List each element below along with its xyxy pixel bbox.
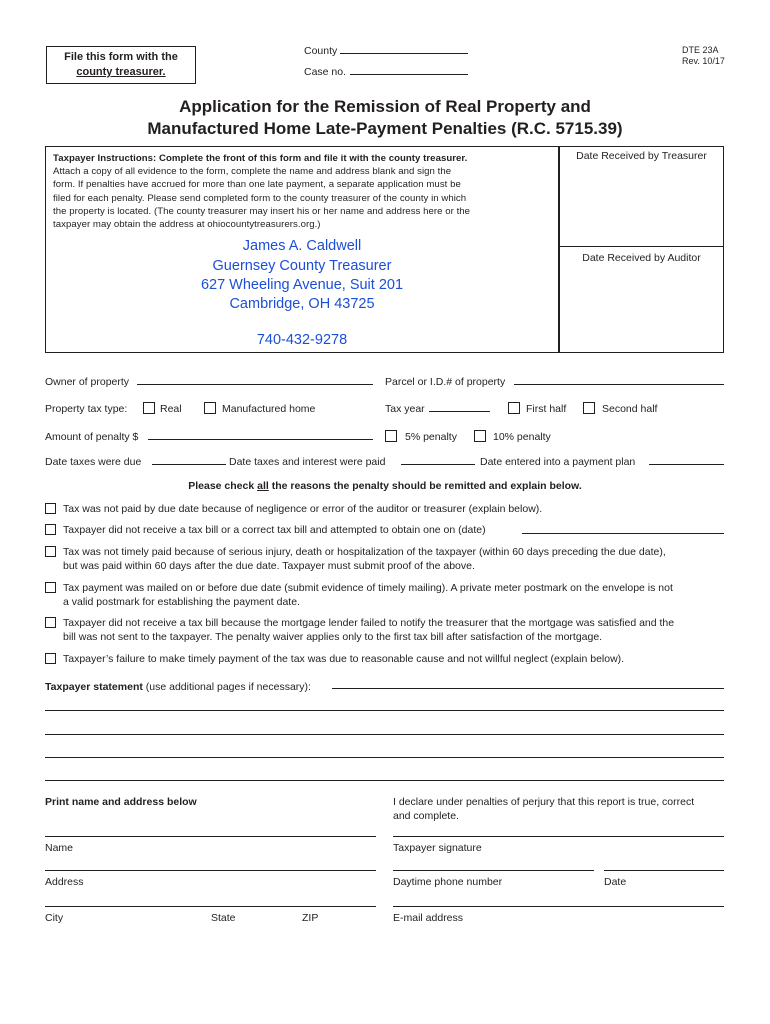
owner-label: Owner of property: [45, 376, 130, 388]
date-box-divider: [559, 246, 724, 247]
form-id-block: [682, 45, 725, 67]
real-label: Real: [160, 403, 182, 415]
reason-5-text: [63, 616, 723, 644]
county-label: County: [304, 45, 338, 57]
statement-line[interactable]: [45, 710, 724, 711]
date-taxes-paid-field[interactable]: [401, 464, 475, 465]
reason-6-checkbox[interactable]: [45, 653, 56, 664]
first-half-checkbox[interactable]: [508, 402, 520, 414]
reasons-heading: [0, 480, 770, 492]
taxpayer-statement-label: [45, 681, 311, 693]
city-label: City: [45, 912, 64, 924]
date-received-treasurer-label: Date Received by Treasurer: [576, 150, 707, 162]
instructions-text: [53, 152, 553, 231]
declaration: [393, 795, 694, 823]
name-label: Name: [45, 842, 74, 854]
five-percent-checkbox[interactable]: [385, 430, 397, 442]
case-number-label: Case no.: [304, 66, 347, 78]
daytime-phone-field[interactable]: [393, 870, 594, 871]
date-taxes-paid-label: Date taxes and interest were paid: [229, 456, 386, 468]
reason-4-line1: Tax payment was mailed on or before due date (submit evidence of timely mailing). A private meter postmark on the envelope is not: [63, 582, 673, 594]
name-field[interactable]: [45, 836, 376, 837]
taxpayer-statement-rest: (use additional pages if necessary):: [142, 681, 311, 693]
city-state-zip-field[interactable]: [45, 906, 376, 907]
treasurer-phone: 740-432-9278: [256, 332, 348, 348]
date-payment-plan-field[interactable]: [649, 464, 724, 465]
instructions-line: taxpayer may obtain the address at ohiocountytreasurers.org.): [53, 219, 321, 231]
taxpayer-signature-label: Taxpayer signature: [393, 842, 482, 854]
treasurer-city: Cambridge, OH 43725: [229, 296, 375, 312]
parcel-field[interactable]: [514, 384, 724, 385]
statement-line[interactable]: [45, 734, 724, 735]
file-box-line1: File this form with the: [64, 51, 178, 63]
email-label: E-mail address: [393, 912, 464, 924]
reason-3-line1: Tax was not timely paid because of serious injury, death or hospitalization of the taxpayer (within 60 days preceding the due date),: [63, 546, 666, 558]
real-checkbox[interactable]: [143, 402, 155, 414]
case-number-field[interactable]: [350, 74, 468, 75]
owner-field[interactable]: [137, 384, 373, 385]
treasurer-name: James A. Caldwell: [242, 238, 362, 254]
statement-line[interactable]: [45, 780, 724, 781]
ten-percent-label: 10% penalty: [493, 431, 551, 443]
parcel-label: Parcel or I.D.# of property: [385, 376, 506, 388]
reason-3-checkbox[interactable]: [45, 546, 56, 557]
reason-2-date-field[interactable]: [522, 533, 724, 534]
form-title-line1: Application for the Remission of Real Property and: [179, 97, 591, 116]
reason-5-line1: Taxpayer did not receive a tax bill because the mortgage lender failed to notify the treasurer that the mortgage was satisfied and the: [63, 617, 675, 629]
reason-1-checkbox[interactable]: [45, 503, 56, 514]
taxpayer-signature-field[interactable]: [393, 836, 724, 837]
instructions-line: the property is located. (The county treasurer may insert his or her name and address here or the: [53, 205, 471, 217]
address-field[interactable]: [45, 870, 376, 871]
reasons-heading-post: the reasons the penalty should be remitted and explain below.: [268, 480, 582, 492]
reasons-heading-pre: Please check: [188, 480, 258, 492]
email-field[interactable]: [393, 906, 724, 907]
tax-year-field[interactable]: [429, 411, 490, 412]
reason-5-checkbox[interactable]: [45, 617, 56, 628]
manufactured-home-checkbox[interactable]: [204, 402, 216, 414]
state-label: State: [211, 912, 236, 924]
taxpayer-statement-bold: Taxpayer statement: [45, 681, 143, 693]
declaration-line1: I declare under penalties of perjury that this report is true, correct: [393, 796, 695, 808]
treasurer-office: Guernsey County Treasurer: [212, 258, 392, 274]
county-field[interactable]: [340, 53, 468, 54]
reason-4-text: [63, 581, 723, 609]
property-tax-type-label: Property tax type:: [45, 403, 128, 415]
form-revision: Rev. 10/17: [682, 56, 725, 66]
form-title-line2: Manufactured Home Late-Payment Penalties (R.C. 5715.39): [147, 119, 623, 138]
second-half-checkbox[interactable]: [583, 402, 595, 414]
tax-year-label: Tax year: [385, 403, 425, 415]
date-received-auditor-field[interactable]: [562, 266, 721, 350]
date-taxes-due-label: Date taxes were due: [45, 456, 142, 468]
date-payment-plan-label: Date entered into a payment plan: [480, 456, 636, 468]
statement-line[interactable]: [45, 757, 724, 758]
form-id: DTE 23A: [682, 45, 719, 55]
date-received-auditor-label: Date Received by Auditor: [582, 252, 701, 264]
declaration-line2: and complete.: [393, 810, 459, 822]
reason-3-text: [63, 545, 723, 573]
reason-5-line2: bill was not sent to the taxpayer. The penalty waiver applies only to the first tax bill after satisfaction of the mortgage.: [63, 631, 603, 643]
reason-4-checkbox[interactable]: [45, 582, 56, 593]
reason-6-text: Taxpayer’s failure to make timely payment of the tax was due to reasonable cause and not willful neglect (explain below).: [63, 653, 625, 665]
statement-line[interactable]: [332, 688, 724, 689]
instructions-line: Attach a copy of all evidence to the form, complete the name and address blank and sign the: [53, 166, 452, 178]
file-box-line2: county treasurer.: [76, 66, 166, 78]
reason-1-text: Tax was not paid by due date because of negligence or error of the auditor or treasurer (explain below).: [63, 503, 543, 515]
second-half-label: Second half: [602, 403, 658, 415]
reason-4-line2: a valid postmark for establishing the payment date.: [63, 596, 300, 608]
instructions-line: filed for each penalty. Please send completed form to the county treasurer of the county in which: [53, 192, 467, 204]
amount-of-penalty-field[interactable]: [148, 439, 373, 440]
date-taxes-due-field[interactable]: [152, 464, 226, 465]
reason-3-line2: but was paid within 60 days after the due date. Taxpayer must submit proof of the above.: [63, 560, 475, 572]
reason-2-checkbox[interactable]: [45, 524, 56, 535]
date-field[interactable]: [604, 870, 724, 871]
date-received-treasurer-field[interactable]: [562, 164, 721, 242]
daytime-phone-label: Daytime phone number: [393, 876, 503, 888]
amount-of-penalty-label: Amount of penalty $: [45, 431, 139, 443]
reason-2-text: Taxpayer did not receive a tax bill or a correct tax bill and attempted to obtain one on (date): [63, 524, 486, 536]
instructions-line: form. If penalties have accrued for more than one late payment, a separate application must be: [53, 179, 461, 191]
reasons-heading-all: all: [257, 480, 269, 492]
ten-percent-checkbox[interactable]: [474, 430, 486, 442]
zip-label: ZIP: [302, 912, 319, 924]
file-with-treasurer-box: [46, 46, 196, 84]
date-label: Date: [604, 876, 627, 888]
first-half-label: First half: [526, 403, 567, 415]
print-name-heading: Print name and address below: [45, 796, 197, 808]
manufactured-home-label: Manufactured home: [222, 403, 316, 415]
five-percent-label: 5% penalty: [405, 431, 457, 443]
treasurer-street: 627 Wheeling Avenue, Suit 201: [200, 277, 404, 293]
instructions-heading: Taxpayer Instructions: Complete the front of this form and file it with the county treasurer.: [53, 153, 468, 164]
address-label: Address: [45, 876, 84, 888]
